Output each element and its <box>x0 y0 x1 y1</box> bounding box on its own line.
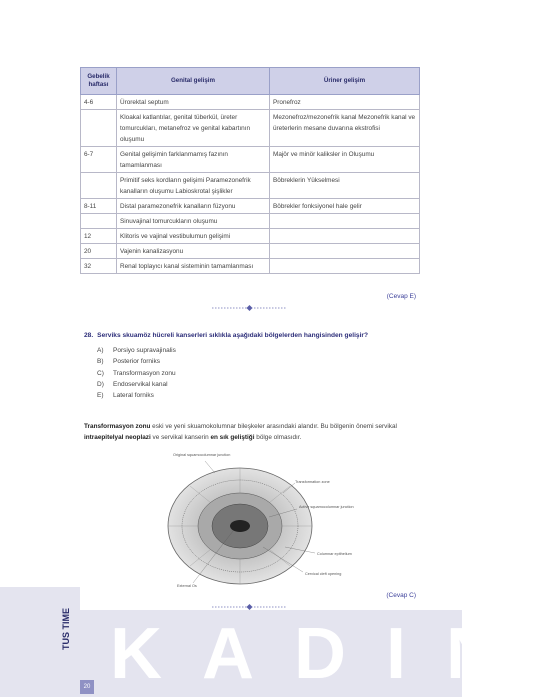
table-cell: Distal paramezonefrik kanalların füzyonu <box>117 199 270 214</box>
option-c[interactable] <box>97 370 176 381</box>
text-run: eski ve yeni skuamokolumnar bileşkeler arasındaki alandır. Bu bölgenin önemi servikal <box>150 423 397 430</box>
table-cell: 8-11 <box>81 199 117 214</box>
table-cell: Mezonefroz/mezonefrik kanal Mezonefrik kanal ve üreterlerin mesane duvarına ekstrofisi <box>270 110 420 147</box>
col-header-urinary: Üriner gelişim <box>270 68 420 95</box>
table-cell <box>270 259 420 274</box>
term-cin: intraepitelyal neoplazi <box>84 434 151 441</box>
table-cell: Böbreklerin Yükselmesi <box>270 173 420 199</box>
page-number: 20 <box>80 680 94 694</box>
option-text: Porsiyo supravajinalis <box>113 347 176 354</box>
table-header-row <box>81 68 420 95</box>
logo-text: TUS TIME <box>61 608 71 650</box>
embryology-table <box>80 67 420 274</box>
table-cell <box>81 214 117 229</box>
table-cell: Böbrekler fonksiyonel hale gelir <box>270 199 420 214</box>
answer-label: (Cevap E) <box>386 293 416 300</box>
table-row <box>81 244 420 259</box>
table-cell: 6-7 <box>81 147 117 173</box>
option-text: Lateral forniks <box>113 392 154 400</box>
label-columnar: Columnar epithelium <box>317 552 352 556</box>
term-transformation-zone: Transformasyon zonu <box>84 423 151 430</box>
table-row <box>81 147 420 173</box>
option-a[interactable] <box>97 347 176 358</box>
table-row <box>81 110 420 147</box>
table-cell: 20 <box>81 244 117 259</box>
option-text: Endoservikal kanal <box>113 380 168 388</box>
option-letter: A) <box>97 347 104 354</box>
label-transformation-zone: Transformation zone <box>295 480 330 484</box>
table-row <box>81 214 420 229</box>
table-cell: Vajenin kanalizasyonu <box>117 244 270 259</box>
answer-options <box>97 347 176 403</box>
table-cell: Klitoris ve vajinal vestibulumun gelişimi <box>117 229 270 244</box>
table-cell: 12 <box>81 229 117 244</box>
table-cell: 32 <box>81 259 117 274</box>
option-b[interactable] <box>97 358 176 369</box>
option-letter: B) <box>97 358 104 366</box>
table-row <box>81 199 420 214</box>
option-letter: C) <box>97 369 104 377</box>
table-cell <box>81 110 117 147</box>
table-cell: 4-6 <box>81 95 117 110</box>
tustime-logo <box>58 590 72 652</box>
table-row <box>81 173 420 199</box>
table-cell <box>270 229 420 244</box>
table-cell <box>81 173 117 199</box>
table-cell: Ürorektal septum <box>117 95 270 110</box>
table-row <box>81 95 420 110</box>
text-run: ve servikal kanserin <box>150 434 211 441</box>
table-cell <box>270 244 420 259</box>
table-row <box>81 259 420 274</box>
table-cell: Kloakal katlantılar, genital tüberkül, üreter tomurcukları, metanefroz ve genital kabartının oluşumu <box>117 110 270 147</box>
option-letter: D) <box>97 380 104 388</box>
option-text: Posterior forniks <box>113 358 160 366</box>
explanation-paragraph <box>84 421 420 443</box>
text-run: bölge olmasıdır. <box>254 434 302 441</box>
option-d[interactable] <box>97 381 176 392</box>
table-cell: Sinuvajinal tomurcukların oluşumu <box>117 214 270 229</box>
table-cell: Primitif seks kordların gelişimi Paramezonefrik kanalların oluşumu Labioskrotal şişlikler <box>117 173 270 199</box>
table-cell: Majör ve minör kaliksler in Oluşumu <box>270 147 420 173</box>
external-os <box>230 520 250 532</box>
ornament-divider <box>212 305 287 311</box>
label-active-sqc: Active squamocolumnar junction <box>299 505 354 509</box>
col-header-genital: Genital gelişim <box>117 68 270 95</box>
col-header-week: Gebelik haftası <box>81 68 117 95</box>
table-cell: Renal toplayıcı kanal sisteminin tamamlanması <box>117 259 270 274</box>
option-text: Transformasyon zonu <box>113 369 176 377</box>
term-most-common: en sık geliştiği <box>210 434 255 441</box>
question-28 <box>84 332 424 339</box>
table-cell <box>270 214 420 229</box>
answer-label: (Cevap C) <box>386 592 416 599</box>
option-letter: E) <box>97 392 104 400</box>
option-e[interactable] <box>97 392 176 403</box>
table-cell: Pronefroz <box>270 95 420 110</box>
cervix-figure <box>145 451 365 591</box>
label-external-os: External Os <box>177 584 197 588</box>
table-cell: Genital gelişimin farklanmamış fazının tamamlanması <box>117 147 270 173</box>
question-number: 28. <box>84 332 94 339</box>
label-original-sqc: Original squamocolumnar junction <box>173 453 231 457</box>
label-cervical-cleft: Cervical cleft opening <box>305 572 342 576</box>
table-row <box>81 229 420 244</box>
chapter-watermark: KADIN <box>110 614 538 694</box>
question-text: Serviks skuamöz hücreli kanserleri sıklıkla aşağıdaki bölgelerden hangisinden gelişir? <box>97 332 368 339</box>
